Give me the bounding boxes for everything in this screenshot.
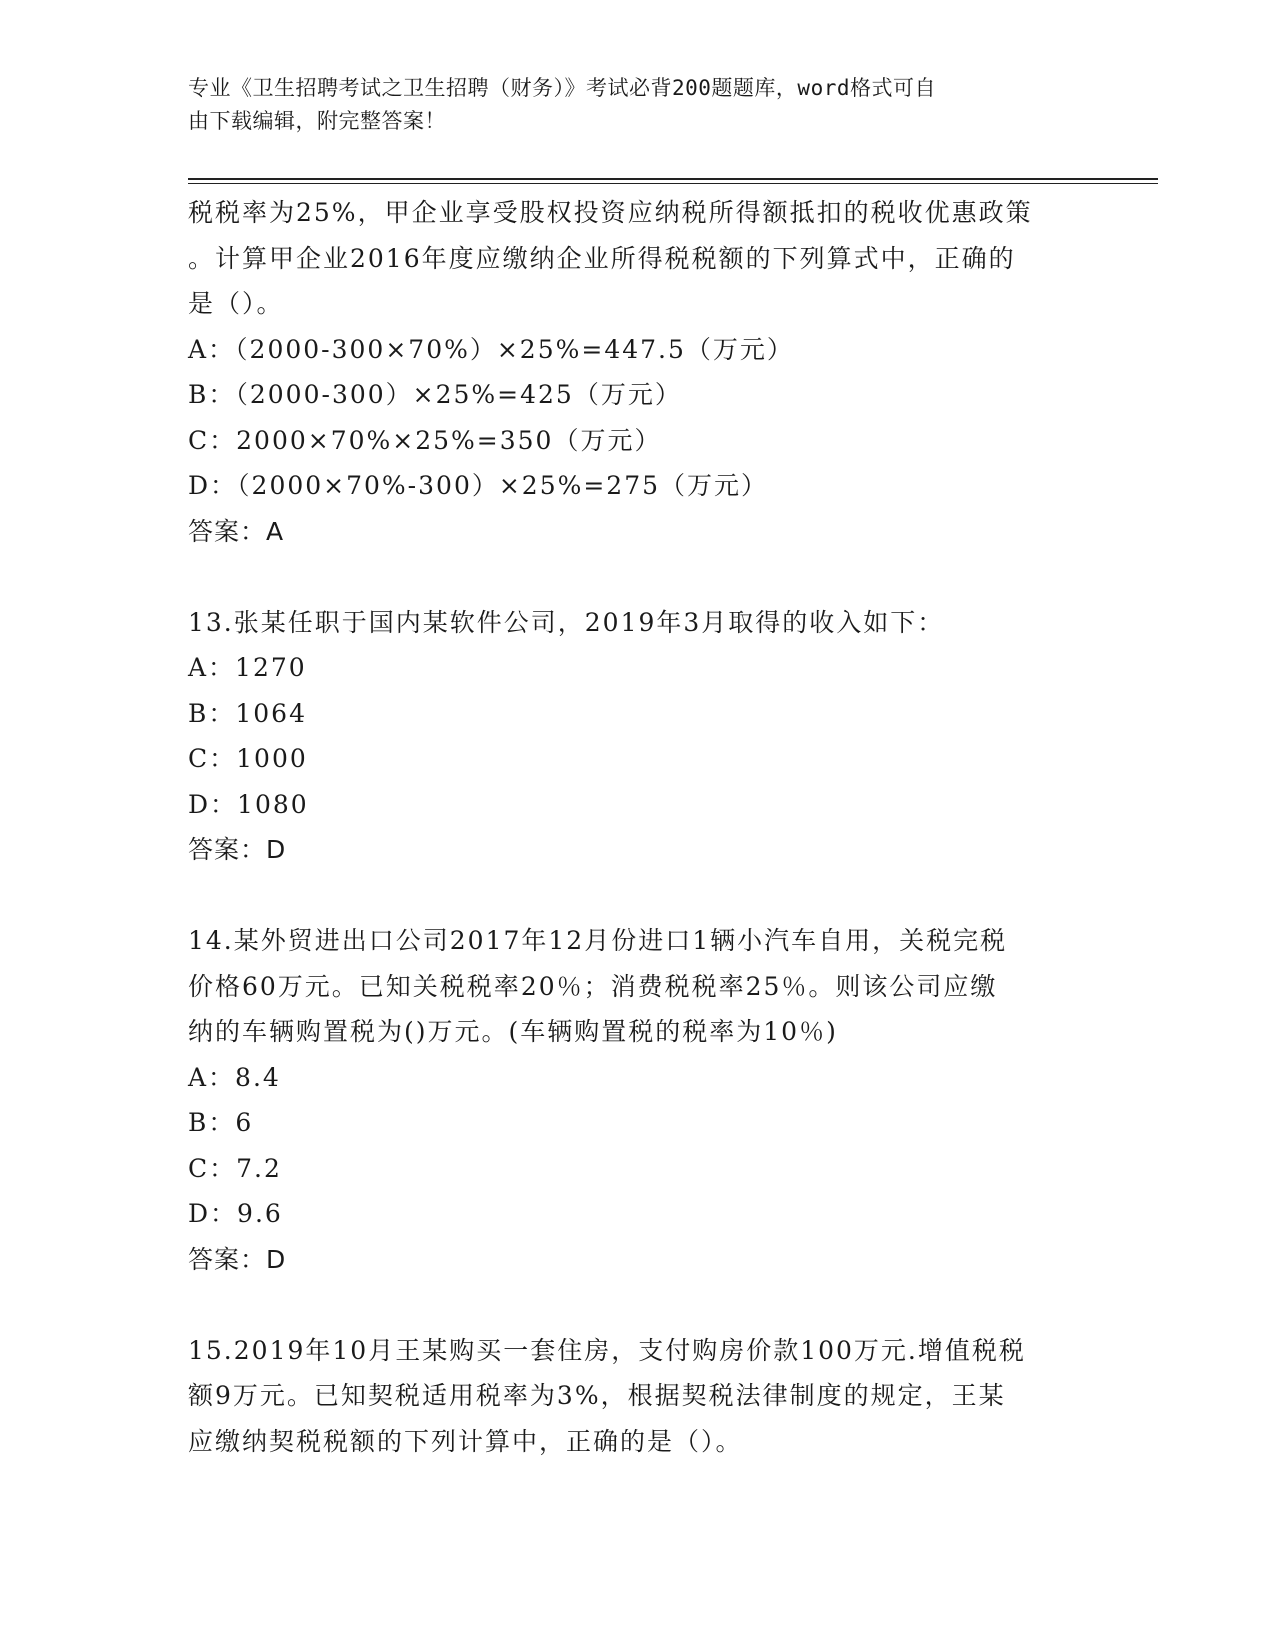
- question-stem-line: 。计算甲企业2016年度应缴纳企业所得税税额的下列算式中，正确的: [188, 243, 1016, 273]
- question-stem-line: 价格60万元。已知关税税率20％；消费税税率25％。则该公司应缴: [188, 971, 998, 1001]
- option-d: D：1080: [188, 789, 309, 819]
- option-c: C：2000×70%×25%=350（万元）: [188, 425, 662, 455]
- question-list: [188, 190, 1088, 1464]
- option-a: A：（2000-300×70%）×25%=447.5（万元）: [188, 334, 794, 364]
- spacer: [188, 873, 1088, 919]
- question-stem-line: 是（）。: [188, 289, 284, 318]
- option-c: C：7.2: [188, 1153, 282, 1183]
- header-title-line-2: 由下载编辑，附完整答案！: [188, 109, 446, 133]
- option-d: D：（2000×70%-300）×25%=275（万元）: [188, 471, 769, 500]
- spacer: [188, 1282, 1088, 1328]
- question-stem-line: 额9万元。已知契税适用税率为3%，根据契税法律制度的规定，王某: [188, 1381, 1006, 1410]
- header-title-line-1: 专业《卫生招聘考试之卫生招聘（财务）》考试必背200题题库，word格式可自: [188, 76, 936, 100]
- option-c: C：1000: [188, 744, 308, 773]
- option-b: B：1064: [188, 698, 307, 728]
- spacer: [188, 554, 1088, 600]
- question-stem-line: 税税率为25%，甲企业享受股权投资应纳税所得额抵扣的税收优惠政策: [188, 198, 1033, 227]
- document-header: [188, 72, 1068, 138]
- option-b: B：（2000-300）×25%=425（万元）: [188, 380, 682, 409]
- question-stem-line: 应缴纳契税税额的下列计算中，正确的是（）。: [188, 1426, 743, 1456]
- option-a: A：1270: [188, 653, 307, 682]
- answer-label: 答案：A: [188, 516, 285, 546]
- option-a: A：8.4: [188, 1062, 281, 1092]
- option-b: B：6: [188, 1108, 254, 1137]
- question-13: [188, 600, 1088, 873]
- question-stem-line: 14.某外贸进出口公司2017年12月份进口1辆小汽车自用，关税完税: [188, 926, 1008, 955]
- question-14: [188, 918, 1088, 1282]
- header-divider-thick: [188, 178, 1158, 180]
- answer-label: 答案：D: [188, 835, 287, 864]
- option-d: D：9.6: [188, 1199, 283, 1228]
- question-stem-line: 13.张某任职于国内某软件公司，2019年3月取得的收入如下：: [188, 607, 945, 637]
- question-12: [188, 190, 1088, 554]
- question-stem-line: 纳的车辆购置税为()万元。(车辆购置税的税率为10％): [188, 1017, 838, 1046]
- question-stem-line: 15.2019年10月王某购买一套住房，支付购房价款100万元.增值税税: [188, 1335, 1026, 1365]
- header-divider-thin: [188, 183, 1158, 184]
- answer-label: 答案：D: [188, 1244, 287, 1274]
- question-15: [188, 1328, 1088, 1465]
